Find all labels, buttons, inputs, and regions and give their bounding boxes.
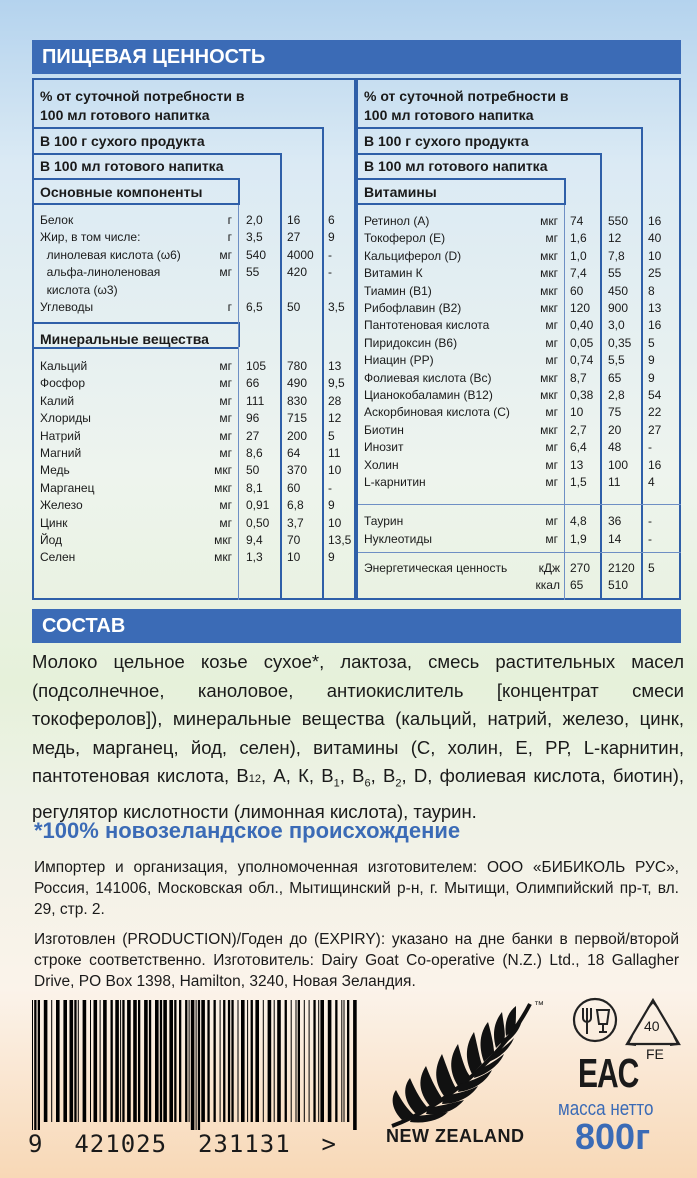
mineral-row-ready: 6,8 (287, 498, 304, 513)
vitamin-row-ready: 0,35 (608, 335, 632, 350)
extra-row-name: Таурин (364, 514, 404, 528)
vitamin-row (0, 421, 697, 439)
basic-row-ready: 27 (287, 230, 301, 245)
basic-row-dry: 2,0 (246, 213, 263, 227)
barcode-bar (228, 1000, 230, 1122)
barcode-bar (44, 1000, 48, 1122)
vitamin-row-dry: 60 (570, 283, 584, 298)
vitamin-row (0, 403, 697, 421)
vitamin-row-dry: 0,05 (570, 335, 594, 350)
vitamin-row-ready: 900 (608, 301, 629, 315)
vitamin-row-dry: 1,0 (570, 248, 587, 263)
barcode-bar (133, 1000, 137, 1122)
barcode-bar (313, 1000, 315, 1122)
importer-text: Импортер и организация, уполномоченная изготовителем: ООО «БИБИКОЛЬ РУС», Россия, 141006, Московская обл., Мытищинский р-н, г. Мытищи, Олимпийский пр-т, вл. 29, стр. 2. (34, 859, 679, 918)
vitamin-row-unit: мкг (540, 301, 558, 315)
extra-row-ready: 14 (608, 531, 622, 546)
basic-row-unit: мг (219, 247, 232, 262)
vitamin-row-unit: мкг (540, 214, 558, 228)
eac-mark: EAC (578, 1052, 639, 1097)
barcode-bar (122, 1000, 124, 1122)
vitamin-row-pct: 4 (648, 475, 655, 489)
barcode-bar (78, 1000, 79, 1122)
barcode-bar (163, 1000, 167, 1122)
vitamin-row-unit: мг (545, 457, 558, 472)
mineral-row-name: Марганец (40, 480, 95, 495)
extra-row-pct: - (648, 514, 652, 528)
vitamin-row-pct: 25 (648, 266, 662, 281)
barcode (28, 1000, 368, 1162)
vitamin-row-dry: 0,38 (570, 388, 594, 402)
mineral-row-pct: 9 (328, 498, 335, 513)
vitamin-row-ready: 2,8 (608, 388, 625, 402)
barcode-bar (51, 1000, 52, 1122)
vitamin-row-dry: 6,4 (570, 440, 587, 455)
barcode-bar (83, 1000, 87, 1122)
right-pct-header-1: % от суточной потребности в (364, 88, 569, 104)
mineral-row-ready: 780 (287, 359, 308, 373)
vitamin-row (0, 386, 697, 404)
fern-icon (382, 998, 552, 1133)
vitamin-row-pct: 16 (648, 318, 662, 333)
barcode-bar (328, 1000, 332, 1122)
barcode-bar (277, 1000, 281, 1122)
vitamin-row (0, 212, 697, 230)
mineral-row-name: Магний (40, 446, 82, 460)
barcode-bar (223, 1000, 225, 1122)
barcode-bar (291, 1000, 292, 1122)
mineral-row-ready: 370 (287, 463, 308, 478)
vitamin-row (0, 456, 697, 474)
mineral-row-unit: мг (219, 359, 232, 373)
mineral-row-dry: 8,1 (246, 480, 263, 495)
basic-row-pct: 6 (328, 213, 335, 227)
vitamin-row-unit: мг (545, 231, 558, 246)
vitamin-row (0, 351, 697, 369)
mineral-row-unit: мг (219, 428, 232, 443)
mineral-row-unit: мкг (214, 480, 232, 495)
barcode-bar (169, 1000, 173, 1122)
mineral-row-dry: 111 (246, 393, 265, 408)
extra-row-dry: 1,9 (570, 531, 587, 546)
vitamin-row-name: Витамин К (364, 266, 423, 281)
vitamin-row-dry: 8,7 (570, 370, 587, 385)
vitamin-row-unit: мкг (540, 388, 558, 402)
mineral-row-dry: 96 (246, 411, 260, 426)
barcode-bar (127, 1000, 131, 1122)
mineral-row-name: Медь (40, 463, 70, 478)
mineral-row-unit: мкг (214, 463, 232, 478)
vitamin-row (0, 247, 697, 265)
basic-row-pct: - (328, 265, 332, 280)
vitamin-row (0, 438, 697, 456)
net-weight-value: 800г (575, 1116, 651, 1157)
extra-row-ready: 36 (608, 514, 622, 528)
barcode-bar (144, 1000, 148, 1122)
recycle-number: 40 (644, 1018, 660, 1034)
barcode-bar (185, 1000, 187, 1122)
mineral-row-name: Кальций (40, 359, 88, 373)
vitamin-row-unit: мкг (540, 248, 558, 263)
barcode-bar (347, 1000, 349, 1122)
right-ready-header: В 100 мл готового напитка (364, 158, 548, 174)
basic-row-name: Белок (40, 213, 74, 227)
origin-note: *100% новозеландское происхождение (34, 818, 461, 843)
vitamin-row (0, 334, 697, 352)
mineral-row-name: Хлориды (40, 411, 91, 426)
mineral-row-ready: 3,7 (287, 515, 304, 530)
barcode-bar (274, 1000, 275, 1122)
barcode-bar (341, 1000, 342, 1122)
extra-row (0, 530, 697, 548)
mineral-row-pct: 12 (328, 411, 342, 426)
barcode-bar (179, 1000, 181, 1122)
extra-row-unit: мг (545, 531, 558, 546)
vitamin-row-dry: 1,6 (570, 231, 587, 246)
right-pct-header-2: 100 мл готового напитка (364, 107, 534, 123)
vitamin-row-ready: 100 (608, 457, 629, 472)
mineral-row-name: Цинк (40, 515, 68, 530)
manufacturer-text: Изготовлен (PRODUCTION)/Годен до (EXPIRY): указано на дне банки в первой/второй строке соответственно. Изготовитель: Dairy Goat Co-operative (N.Z.) Ltd., 18 Gallagher Drive, PO Box 1398, Hamilton, 3240, Новая Зеландия. (34, 931, 679, 990)
vitamin-row-unit: мкг (540, 283, 558, 298)
mineral-row-unit: мг (219, 393, 232, 408)
extra-row-dry: 4,8 (570, 514, 587, 528)
net-weight-label: масса нетто (558, 1098, 654, 1120)
vitamin-row-unit: мкг (540, 266, 558, 281)
vitamin-row-name: Фолиевая кислота (Вс) (364, 370, 492, 385)
basic-row-dry: 55 (246, 265, 260, 280)
barcode-bar (149, 1000, 151, 1122)
basic-row-name: Жир, в том числе: (40, 230, 141, 245)
vitamin-row-dry: 120 (570, 301, 591, 315)
barcode-bar (241, 1000, 245, 1122)
barcode-bar (268, 1000, 272, 1122)
vitamin-row-pct: 8 (648, 283, 655, 298)
basic-row-ready: 16 (287, 213, 301, 227)
vitamin-row-name: Пантотеновая кислота (364, 318, 490, 333)
energy-row-kcal: ккал 65 510 (535, 578, 629, 592)
vitamin-row-dry: 74 (570, 214, 584, 228)
barcode-bar (255, 1000, 259, 1122)
basic-row-dry: 3,5 (246, 230, 263, 245)
barcode-bar (231, 1000, 233, 1122)
mineral-row-name: Фосфор (40, 376, 86, 391)
mineral-row-dry: 50 (246, 463, 260, 478)
barcode-bar (251, 1000, 253, 1122)
vitamin-row-pct: 40 (648, 231, 662, 246)
vitamin-row-name: Кальциферол (D) (364, 248, 462, 263)
vitamin-row-name: Рибофлавин (В2) (364, 301, 462, 315)
vitamin-row-name: Ретинол (А) (364, 214, 430, 228)
barcode-bar (198, 1000, 200, 1130)
barcode-bar (285, 1000, 287, 1122)
vitamin-row-name: Холин (364, 457, 399, 472)
barcode-bar (138, 1000, 140, 1122)
barcode-bar (304, 1000, 305, 1122)
vitamin-row-ready: 450 (608, 283, 629, 298)
basic-row-name: Углеводы (40, 300, 94, 314)
extra-row-pct: - (648, 531, 652, 546)
mineral-row-ready: 830 (287, 393, 308, 408)
mineral-row-ready: 10 (287, 550, 301, 565)
vitamin-row-pct: 54 (648, 388, 662, 402)
mineral-row-pct: 10 (328, 515, 342, 530)
mineral-row-name: Селен (40, 550, 76, 565)
vitamin-row-ready: 7,8 (608, 248, 625, 263)
vitamin-row (0, 299, 697, 317)
barcode-bar (115, 1000, 119, 1122)
mineral-row-unit: мг (219, 498, 232, 513)
vitamin-row-name: Инозит (364, 440, 404, 455)
recycle-code: FE (646, 1046, 664, 1062)
recycle-icon (622, 996, 684, 1062)
mineral-row-ready: 490 (287, 376, 308, 391)
vitamin-row-name: Тиамин (В1) (364, 283, 432, 298)
basic-row-unit: г (227, 213, 232, 227)
vitamin-row-unit: мг (545, 335, 558, 350)
vitamin-row-ready: 12 (608, 231, 622, 246)
vitamin-row-dry: 2,7 (570, 422, 587, 437)
vitamin-row-name: Аскорбиновая кислота (С) (364, 405, 510, 420)
barcode-bar (38, 1000, 40, 1130)
composition-title: СОСТАВ (32, 609, 681, 643)
mineral-row-unit: мг (219, 446, 232, 460)
vitamin-row-ready: 5,5 (608, 353, 625, 368)
new-zealand-text: NEW ZEALAND (386, 1126, 525, 1146)
vitamin-row-ready: 3,0 (608, 318, 625, 333)
vitamin-row-pct: 27 (648, 422, 662, 437)
food-safe-icon (569, 996, 621, 1044)
vitamin-row-pct: 13 (648, 301, 662, 315)
barcode-bar (90, 1000, 91, 1122)
barcode-bar (103, 1000, 107, 1122)
vitamin-row-dry: 0,40 (570, 318, 594, 333)
barcode-bar (353, 1000, 357, 1130)
vitamin-row (0, 229, 697, 247)
left-ready-header: В 100 мл готового напитка (40, 158, 224, 174)
mineral-row-unit: мкг (214, 550, 232, 565)
barcode-bar (296, 1000, 297, 1122)
barcode-bar (94, 1000, 98, 1122)
barcode-bar (56, 1000, 60, 1122)
vitamin-row-name: Цианокобаламин (В12) (364, 388, 493, 402)
vitamin-row-dry: 0,74 (570, 353, 594, 368)
vitamin-row-unit: мг (545, 475, 558, 489)
vitamin-row-ready: 75 (608, 405, 622, 420)
composition-text: Молоко цельное козье сухое*, лактоза, смесь растительных масел (подсолнечное, каноловое, антиокислитель [концентрат смеси токоферолов]), минеральные вещества (кальций, натрий, железо, цинк, медь, марганец, йод, селен), витамины (С, холин, Е, РР, L-карнитин, пантотеновая кислота, В12, А, К, $В_1$, $В_6$, $В_2$, D, фолиевая кислота, биотин), регулятор кислотности (лимонная кислота), таурин. (32, 651, 684, 823)
mineral-row-ready: 64 (287, 446, 301, 460)
vitamin-row-name: Пиридоксин (В6) (364, 335, 458, 350)
basic-row-ready: 420 (287, 265, 308, 280)
mineral-row-dry: 66 (246, 376, 260, 391)
mineral-row-unit: мг (219, 411, 232, 426)
vitamin-row (0, 264, 697, 282)
barcode-bar (214, 1000, 216, 1122)
barcode-bar (191, 1000, 195, 1130)
barcode-bar (320, 1000, 324, 1122)
mineral-row-dry: 1,3 (246, 550, 263, 565)
barcode-bar (201, 1000, 205, 1122)
barcode-bar (247, 1000, 248, 1122)
barcode-bar (63, 1000, 67, 1122)
mineral-row-dry: 8,6 (246, 446, 263, 460)
vitamin-row-ready: 55 (608, 266, 622, 281)
mineral-row-pct: 13 (328, 359, 342, 373)
new-zealand-logo (382, 998, 552, 1158)
vitamin-row-name: L-карнитин (364, 475, 426, 489)
barcode-bar (74, 1000, 76, 1122)
barcode-bar (111, 1000, 113, 1122)
barcode-bar (160, 1000, 162, 1122)
barcode-bar (263, 1000, 264, 1122)
basic-row-ready: 50 (287, 300, 301, 314)
vitamin-row-name: Биотин (364, 422, 404, 437)
mineral-row-dry: 105 (246, 359, 267, 373)
left-pct-header-2: 100 мл готового напитка (40, 107, 210, 123)
vitamin-row (0, 316, 697, 334)
vitamin-row-pct: 10 (648, 248, 662, 263)
mineral-row-pct: 13,5 (328, 533, 352, 547)
tm-mark: ™ (534, 1000, 544, 1011)
mineral-row-pct: - (328, 480, 332, 495)
basic-row-ready: 4000 (287, 247, 314, 262)
vitamin-row-unit: мг (545, 318, 558, 333)
barcode-bar (207, 1000, 209, 1122)
barcode-digits: 9 421025 231131 > (28, 1130, 337, 1158)
mineral-row-unit: мг (219, 376, 232, 391)
extra-row (0, 512, 697, 530)
barcode-bar (309, 1000, 310, 1122)
basic-components-title: Основные компоненты (40, 184, 203, 200)
mineral-row-dry: 9,4 (246, 533, 263, 547)
vitamin-row-ready: 20 (608, 422, 622, 437)
basic-row-unit: г (227, 230, 232, 245)
vitamin-row-name: Токоферол (Е) (364, 231, 446, 246)
mineral-row-name: Натрий (40, 428, 81, 443)
vitamin-row-ready: 550 (608, 214, 629, 228)
mineral-row-name: Железо (40, 498, 83, 513)
barcode-bar (155, 1000, 159, 1122)
basic-row-name: альфа-линоленовая (40, 265, 161, 280)
vitamin-row-ready: 65 (608, 370, 622, 385)
vitamin-row (0, 473, 697, 491)
barcode-bar (238, 1000, 239, 1122)
extra-row-name: Нуклеотиды (364, 531, 432, 546)
mineral-row-pct: 28 (328, 393, 342, 408)
barcode-bar (120, 1000, 121, 1122)
vitamin-row-pct: - (648, 440, 652, 455)
mineral-row-pct: 9,5 (328, 376, 345, 391)
vitamin-row-unit: мг (545, 440, 558, 455)
mineral-row-pct: 10 (328, 463, 342, 478)
nutrition-title: ПИЩЕВАЯ ЦЕННОСТЬ (32, 40, 681, 74)
vitamin-row-name: Ниацин (РР) (364, 353, 434, 368)
basic-row-name: линолевая кислота (ω6) (40, 247, 181, 262)
barcode-bar (344, 1000, 345, 1122)
mineral-row-ready: 60 (287, 480, 301, 495)
barcode-bars (28, 1000, 368, 1130)
vitamin-row-unit: мкг (540, 422, 558, 437)
left-dry-header: В 100 г сухого продукта (40, 133, 205, 149)
barcode-bar (298, 1000, 300, 1122)
vitamin-row-pct: 16 (648, 457, 662, 472)
mineral-row-ready: 200 (287, 428, 308, 443)
mineral-row-unit: мкг (214, 533, 232, 547)
basic-row-pct: 3,5 (328, 300, 345, 314)
vitamin-row-pct: 9 (648, 353, 655, 368)
basic-row-dry: 540 (246, 247, 267, 262)
vitamin-row-dry: 10 (570, 405, 584, 420)
vitamin-row (0, 282, 697, 300)
mineral-row-dry: 0,50 (246, 515, 270, 530)
vitamin-row-ready: 48 (608, 440, 622, 455)
mineral-row-pct: 9 (328, 550, 335, 565)
mineral-row-dry: 0,91 (246, 498, 270, 513)
left-pct-header-1: % от суточной потребности в (40, 88, 245, 104)
minerals-title: Минеральные вещества (40, 331, 209, 347)
barcode-bar (100, 1000, 101, 1122)
vitamins-title: Витамины (364, 184, 437, 200)
extra-row-unit: мг (545, 514, 558, 528)
basic-row-name: кислота (ω3) (40, 282, 118, 297)
vitamin-row-pct: 9 (648, 370, 655, 385)
vitamin-row-dry: 7,4 (570, 266, 587, 281)
mineral-row-dry: 27 (246, 428, 260, 443)
barcode-bar (220, 1000, 221, 1122)
vitamin-row (0, 369, 697, 387)
barcode-bar (196, 1000, 197, 1130)
vitamin-row-unit: мкг (540, 370, 558, 385)
mineral-row-pct: 5 (328, 428, 335, 443)
barcode-bar (174, 1000, 176, 1122)
mineral-row-ready: 70 (287, 533, 301, 547)
vitamin-row-unit: мг (545, 405, 558, 420)
basic-row-dry: 6,5 (246, 300, 263, 314)
basic-row-pct: - (328, 247, 332, 262)
vitamin-row-dry: 13 (570, 457, 584, 472)
mineral-row-ready: 715 (287, 411, 308, 426)
basic-row-pct: 9 (328, 230, 335, 245)
mineral-row-name: Йод (40, 533, 63, 547)
basic-row-unit: мг (219, 265, 232, 280)
mineral-row-name: Калий (40, 393, 75, 408)
vitamin-row-pct: 16 (648, 214, 662, 228)
vitamin-row-pct: 22 (648, 405, 662, 420)
mineral-row-unit: мг (219, 515, 232, 530)
energy-row-kj: Энергетическая ценность кДж 270 2120 5 (364, 561, 655, 575)
barcode-bar (34, 1000, 36, 1130)
vitamin-row-unit: мг (545, 353, 558, 368)
barcode-bar (335, 1000, 337, 1122)
barcode-bar (70, 1000, 74, 1122)
basic-row-unit: г (227, 300, 232, 314)
barcode-bar (189, 1000, 190, 1122)
vitamin-row-pct: 5 (648, 335, 655, 350)
barcode-bar (32, 1000, 33, 1130)
mineral-row-pct: 11 (328, 446, 341, 460)
barcode-bar (318, 1000, 319, 1122)
right-dry-header: В 100 г сухого продукта (364, 133, 529, 149)
vitamin-row-dry: 1,5 (570, 475, 587, 489)
vitamin-row-ready: 11 (608, 475, 621, 489)
